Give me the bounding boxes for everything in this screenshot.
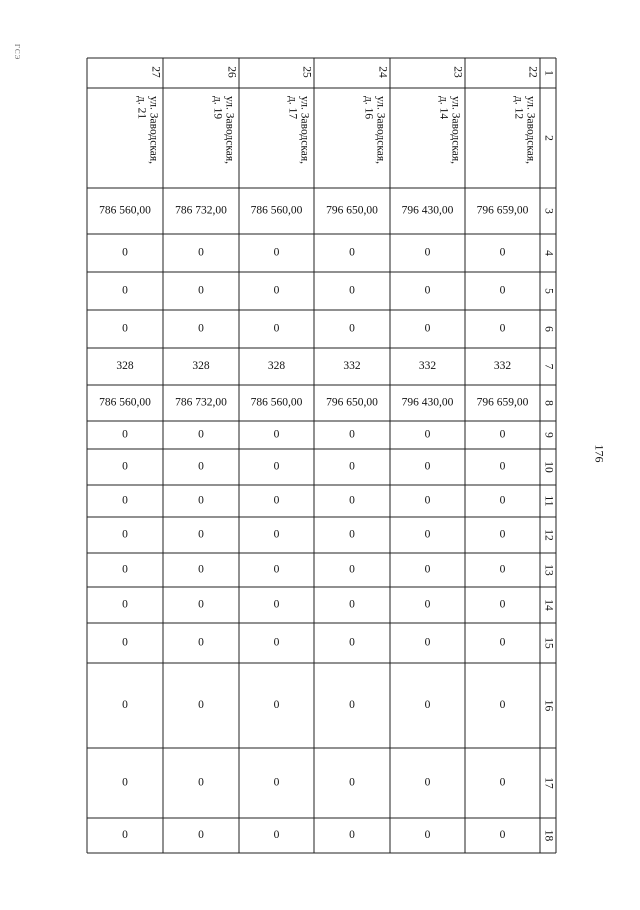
address-line: д. 21 [135, 96, 148, 120]
table-cell: 0 [273, 246, 280, 259]
table-cell: 0 [424, 528, 431, 541]
page-number: 176 [592, 444, 607, 463]
table-cell: 0 [198, 776, 204, 789]
table-cell: 0 [424, 494, 431, 507]
header-code: 4 [542, 250, 555, 256]
header-code: 2 [542, 135, 555, 141]
table-cell: 0 [198, 528, 204, 541]
table-cell: 0 [273, 776, 280, 789]
table-cell: 0 [122, 284, 128, 297]
table-cell: 332 [493, 360, 512, 373]
table-cell: 0 [198, 428, 204, 441]
table-cell: 0 [273, 284, 280, 297]
address-line: ул. Заводская, [147, 96, 160, 165]
table-cell: 0 [424, 428, 431, 441]
table-cell: 0 [424, 598, 431, 611]
header-code: 8 [542, 400, 555, 406]
table-cell: 0 [424, 699, 431, 712]
header-code: 18 [542, 829, 555, 842]
address-line: ул. Заводская, [298, 96, 311, 165]
table-cell: 0 [499, 528, 506, 541]
table-cell: 0 [424, 284, 431, 297]
table-cell: 786 732,00 [175, 396, 227, 409]
table-cell: 0 [499, 428, 506, 441]
table-cell: 786 732,00 [175, 204, 227, 217]
table-cell: 0 [349, 598, 355, 611]
table-cell: 786 560,00 [250, 396, 303, 409]
table-cell: 0 [122, 494, 128, 507]
header-code: 15 [542, 637, 555, 649]
table-cell: 0 [424, 322, 431, 335]
table-cell: 0 [273, 528, 280, 541]
table-cell: 0 [122, 528, 128, 541]
address-line: ул. Заводская, [449, 96, 462, 165]
table-cell: 0 [122, 563, 128, 576]
table-cell: 0 [424, 563, 431, 576]
table-cell: 0 [499, 829, 506, 842]
address-line: д. 17 [286, 96, 299, 120]
table-cell: 796 659,00 [476, 204, 529, 217]
table-cell: 0 [499, 563, 506, 576]
table-cell: 0 [122, 636, 128, 649]
table-cell: 0 [198, 322, 204, 335]
address-line: д. 12 [512, 96, 525, 120]
header-code: 14 [542, 599, 555, 611]
table-cell: 0 [198, 563, 204, 576]
table-cell: 332 [418, 360, 437, 373]
table-cell: 0 [349, 428, 355, 441]
table-cell: 0 [424, 460, 431, 473]
address-line: ул. Заводская, [374, 96, 387, 165]
table-cell: 0 [424, 246, 431, 259]
header-code: 16 [542, 699, 555, 712]
header-code: 10 [542, 461, 555, 473]
table-cell: 0 [349, 322, 355, 335]
table-cell: 0 [122, 428, 128, 441]
table-cell: 0 [499, 776, 506, 789]
table-cell: 0 [349, 494, 355, 507]
table-cell: 328 [192, 360, 210, 373]
table-cell: 0 [198, 598, 204, 611]
header-code: 1 [542, 70, 555, 76]
table-cell: 332 [343, 360, 361, 373]
row-number: 23 [451, 66, 464, 78]
address-line: д. 14 [437, 96, 450, 120]
table-cell: 0 [349, 636, 355, 649]
margin-note: ГСЭ [13, 44, 21, 61]
table-cell: 0 [198, 246, 204, 259]
table-cell: 0 [499, 246, 506, 259]
table-cell: 0 [499, 494, 506, 507]
table-cell: 0 [273, 636, 280, 649]
table-cell: 0 [122, 322, 128, 335]
header-code: 12 [542, 529, 555, 541]
table-cell: 0 [273, 829, 280, 842]
table-cell: 0 [424, 776, 431, 789]
table-cell: 0 [499, 460, 506, 473]
table-cell: 786 560,00 [99, 396, 151, 409]
table-cell: 0 [349, 460, 355, 473]
table-cell: 0 [349, 563, 355, 576]
table-cell: 0 [349, 699, 355, 712]
table-cell: 0 [273, 494, 280, 507]
header-code: 6 [542, 326, 555, 332]
table-cell: 0 [349, 776, 355, 789]
table-cell: 796 650,00 [326, 204, 378, 217]
table-cell: 0 [198, 460, 204, 473]
table-cell: 796 659,00 [476, 396, 529, 409]
table-cell: 0 [349, 528, 355, 541]
table-cell: 0 [198, 284, 204, 297]
table-cell: 0 [424, 636, 431, 649]
table-cell: 0 [273, 563, 280, 576]
header-code: 11 [542, 495, 555, 507]
table-cell: 0 [122, 460, 128, 473]
table-cell: 0 [273, 699, 280, 712]
table-cell: 0 [499, 636, 506, 649]
table-cell: 796 650,00 [326, 396, 378, 409]
table-cell: 0 [349, 246, 355, 259]
row-number: 27 [149, 66, 162, 78]
header-code: 13 [542, 564, 555, 576]
address-line: д. 16 [362, 96, 375, 120]
table-cell: 328 [116, 360, 134, 373]
header-code: 17 [542, 777, 555, 789]
row-number: 26 [225, 66, 238, 78]
table-cell: 0 [273, 428, 280, 441]
row-number: 24 [376, 66, 389, 78]
table-cell: 328 [267, 360, 286, 373]
table-cell: 0 [499, 598, 506, 611]
row-number: 22 [526, 66, 539, 78]
table-cell: 0 [349, 829, 355, 842]
table-cell: 0 [499, 284, 506, 297]
table-cell: 0 [273, 322, 280, 335]
table-cell: 0 [122, 699, 128, 712]
table-cell: 0 [273, 598, 280, 611]
table-cell: 796 430,00 [401, 396, 454, 409]
row-number: 25 [300, 66, 313, 78]
table-cell: 0 [198, 494, 204, 507]
table-cell: 0 [198, 829, 204, 842]
table-cell: 0 [273, 460, 280, 473]
table-cell: 0 [198, 636, 204, 649]
header-code: 3 [542, 208, 555, 214]
table-cell: 0 [499, 699, 506, 712]
header-code: 7 [542, 363, 555, 370]
header-code: 5 [542, 288, 555, 294]
table-cell: 0 [198, 699, 204, 712]
table-cell: 796 430,00 [401, 204, 454, 217]
address-line: ул. Заводская, [223, 96, 236, 165]
header-code: 9 [542, 432, 555, 438]
table-cell: 0 [122, 829, 128, 842]
table-cell: 786 560,00 [99, 204, 151, 217]
address-line: д. 19 [211, 96, 224, 120]
address-line: ул. Заводская, [524, 96, 537, 165]
table-cell: 0 [424, 829, 431, 842]
table-cell: 0 [122, 246, 128, 259]
table-cell: 0 [499, 322, 506, 335]
table-cell: 0 [349, 284, 355, 297]
table-cell: 0 [122, 598, 128, 611]
table-cell: 0 [122, 776, 128, 789]
table-cell: 786 560,00 [250, 204, 303, 217]
